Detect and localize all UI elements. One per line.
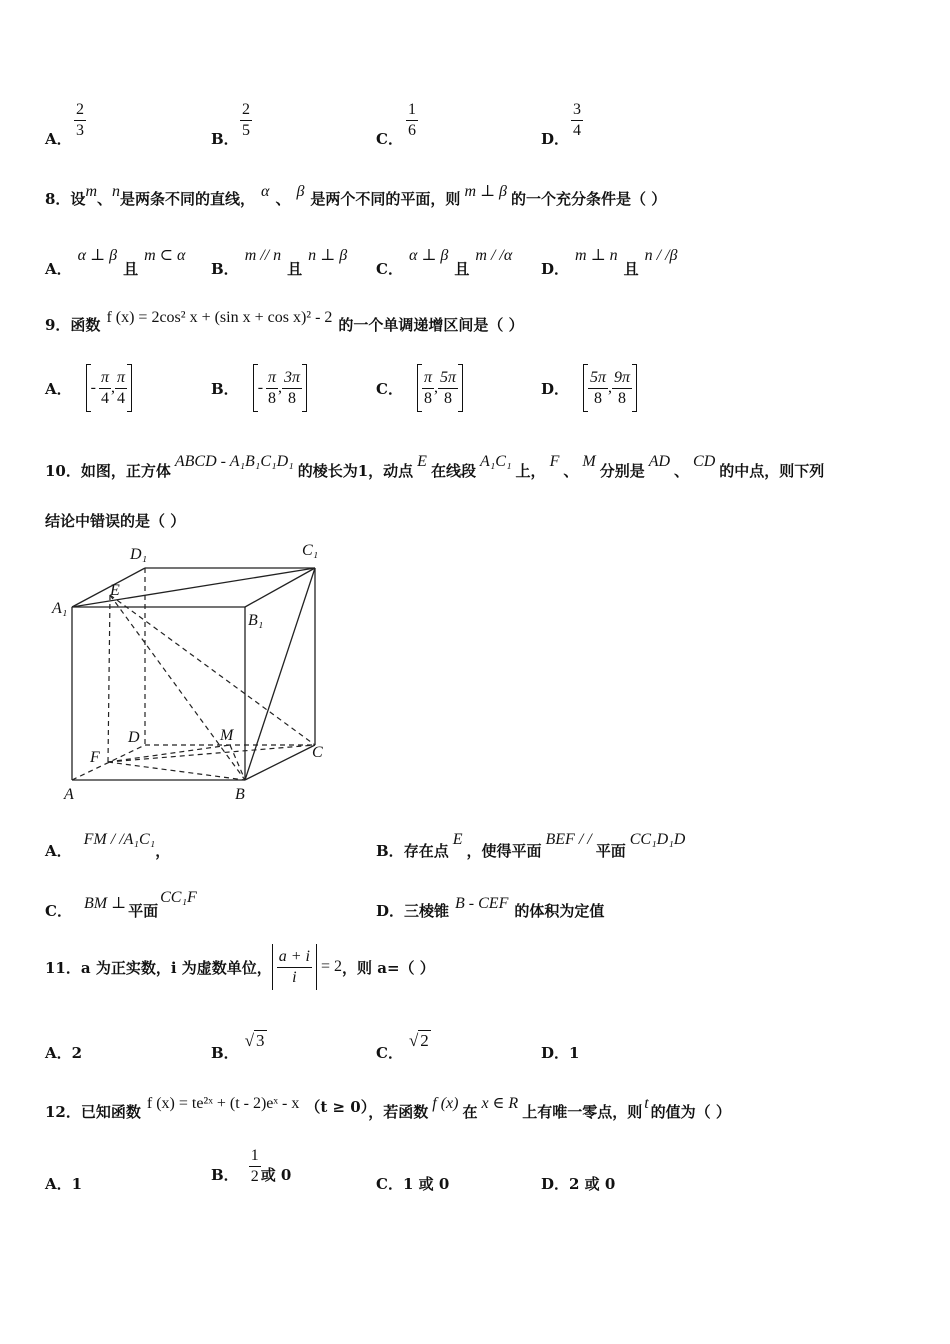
q7-option-a-value: $\frac{2}{3}$	[76, 101, 84, 139]
label-m: M	[220, 727, 234, 744]
q10-option-c: C． BM ⊥ 平面CC₁F	[45, 889, 197, 920]
q12-option-d: D．2 或 0	[541, 1175, 616, 1193]
q11-option-c: C．√ 2	[376, 1031, 429, 1062]
q9-option-a: A． - $\frac{\pi}{4}$ , $\frac{\pi}{4}$	[45, 364, 132, 412]
q9-option-c: C． $\frac{\pi}{8}$ , $\frac{5\pi}{8}$	[376, 364, 463, 412]
label-d1: D₁	[130, 546, 148, 563]
label-c: C	[312, 744, 323, 761]
q8-option-d: D．m ⊥ n且n / /β	[541, 247, 678, 278]
q9-option-b: B． - $\frac{\pi}{8}$ , $\frac{3\pi}{8}$	[211, 364, 307, 412]
q9-option-d: D． $\frac{5\pi}{8}$ , $\frac{9\pi}{8}$	[541, 364, 637, 412]
q7-option-c-label: C．	[376, 130, 403, 148]
q11-option-b: B．√ 3	[211, 1031, 265, 1062]
q12-option-a: A．1	[45, 1175, 83, 1193]
q9-stem: 9．函数 f (x) = 2cos² x + (sin x + cos x)² - 2 的一个单调递增区间是（ ）	[45, 309, 524, 334]
q8-stem: 8．设m、n是两条不同的直线， α 、 β 是两个不同的平面，则 m ⊥ β 的一个充分条件是（ ）	[45, 183, 667, 208]
label-f: F	[90, 749, 100, 766]
label-b: B	[235, 786, 245, 803]
q10-stem-line2: 结论中错误的是（ ）	[45, 512, 186, 530]
line-e-f	[108, 595, 110, 762]
q10-option-b: B．存在点E，使得平面BEF / /平面CC₁D₁D	[376, 831, 686, 860]
label-a1: A₁	[52, 600, 68, 617]
q11-stem: 11．a 为正实数，i 为虚数单位， $\frac{a + i}{i}$ = 2 ，则 a=（ ）	[45, 944, 435, 990]
q7-option-d-value: $\frac{3}{4}$	[573, 101, 581, 139]
label-a: A	[64, 786, 74, 803]
q8-option-c: C．α ⊥ β且m / /α	[376, 247, 513, 278]
q10-stem-line1: 10．如图，正方体ABCD - A₁B₁C₁D₁的棱长为1，动点E在线段A₁C₁上，F、M分别是AD、CD的中点，则下列	[45, 453, 825, 480]
q7-option-c-value: $\frac{1}{6}$	[408, 101, 416, 139]
q12-option-c: C．1 或 0	[376, 1175, 450, 1193]
q7-option-a-label: A．	[45, 130, 72, 148]
q12-stem: 12．已知函数 f (x) = te²ˣ + (t - 2)eˣ - x （t ≥ 0），若函数 f (x) 在 x ∈ R 上有唯一零点，则 t 的值为（ ）	[45, 1095, 731, 1121]
line-e-c	[110, 595, 315, 745]
q7-option-b-label: B．	[211, 130, 239, 148]
q11-option-d: D．1	[541, 1044, 580, 1062]
q10-option-d: D．三棱锥 B - CEF 的体积为定值	[376, 895, 605, 920]
line-f-m	[108, 745, 230, 762]
label-e: E	[110, 582, 120, 599]
q11-abs-fraction: $\frac{a + i}{i}$	[272, 944, 317, 990]
q8-option-b: B．m // n且n ⊥ β	[211, 247, 348, 278]
q12-option-b: B． $\frac{1}{2}$ 或 0	[211, 1147, 292, 1185]
label-d: D	[128, 729, 140, 746]
cube-figure	[50, 535, 340, 805]
label-c1: C₁	[302, 542, 319, 559]
label-b1: B₁	[248, 612, 264, 629]
q7-option-b-value: $\frac{2}{5}$	[242, 101, 250, 139]
line-f-b	[108, 762, 245, 780]
q7-option-d-label: D．	[541, 130, 570, 148]
q11-option-a: A．2	[45, 1044, 83, 1062]
q8-option-a: A．α ⊥ β且m ⊂ α	[45, 247, 186, 278]
q10-option-a: A．FM / /A₁C₁，	[45, 831, 171, 860]
